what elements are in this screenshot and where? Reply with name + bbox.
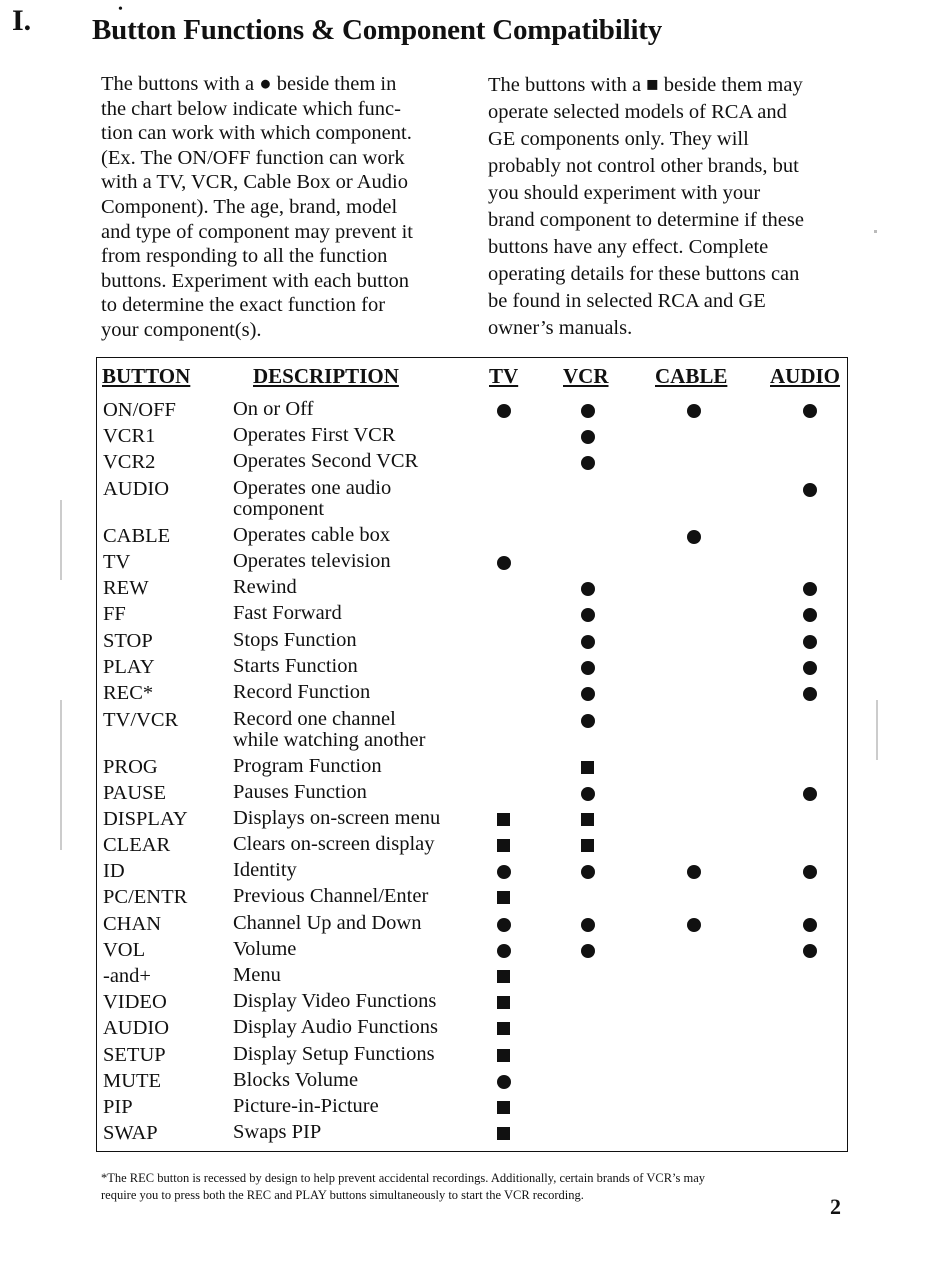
row-description [233, 756, 382, 777]
row-description [233, 965, 281, 986]
row-description [233, 682, 370, 703]
vcr-circle-icon [581, 456, 595, 470]
intro-right-line: owner’s manuals. [488, 317, 633, 339]
tv-circle-icon [497, 556, 511, 570]
row-description [233, 886, 428, 907]
row-description-line: Blocks Volume [233, 1069, 359, 1091]
corner-mark: I. [12, 4, 32, 37]
vcr-circle-icon [581, 944, 595, 958]
vcr-circle-icon [581, 430, 595, 444]
row-description-line: Picture-in-Picture [233, 1095, 379, 1117]
row-button-name: VCR1 [103, 425, 156, 447]
tv-circle-icon [497, 1075, 511, 1089]
footnote-line-2: require you to press both the REC and PLAY buttons simultaneously to start the VCR recording. [101, 1188, 584, 1202]
tv-circle-icon [497, 404, 511, 418]
corner-dot: • [118, 2, 123, 17]
audio-circle-icon [803, 787, 817, 801]
tv-square-icon [497, 891, 510, 904]
row-button-name: ID [103, 860, 125, 882]
row-description-line: Previous Channel/Enter [233, 885, 429, 907]
row-description-line: Displays on-screen menu [233, 807, 441, 829]
row-description-line: while watching another [233, 729, 426, 751]
row-description-line: On or Off [233, 398, 314, 420]
row-button-name: VCR2 [103, 451, 156, 473]
vcr-circle-icon [581, 404, 595, 418]
intro-left-line: your component(s). [101, 318, 262, 341]
audio-circle-icon [803, 635, 817, 649]
row-description [233, 808, 440, 829]
row-description [233, 478, 391, 520]
row-button-name: STOP [103, 630, 153, 652]
tv-square-icon [497, 1101, 510, 1114]
tv-square-icon [497, 839, 510, 852]
intro-right-line: brand component to determine if these [488, 209, 804, 231]
audio-circle-icon [803, 865, 817, 879]
row-description [233, 1122, 321, 1143]
vcr-circle-icon [581, 787, 595, 801]
row-description-line: Operates cable box [233, 524, 391, 546]
row-button-name: PAUSE [103, 782, 167, 804]
row-description-line: Program Function [233, 755, 382, 777]
scan-speck [874, 230, 877, 233]
row-description [233, 551, 391, 572]
header-vcr: VCR [563, 364, 609, 388]
cable-circle-icon [687, 404, 701, 418]
row-description-line: Identity [233, 859, 297, 881]
audio-circle-icon [803, 608, 817, 622]
row-description [233, 451, 418, 472]
tv-circle-icon [497, 865, 511, 879]
row-button-name: -and+ [103, 965, 151, 987]
intro-left-line: from responding to all the function [101, 245, 388, 268]
row-description [233, 1070, 358, 1091]
row-description-line: Stops Function [233, 629, 357, 651]
audio-circle-icon [803, 582, 817, 596]
intro-left-line: (Ex. The ON/OFF function can work [101, 146, 405, 169]
row-button-name: MUTE [103, 1070, 162, 1092]
row-description [233, 425, 395, 446]
row-description-line: Rewind [233, 576, 297, 598]
vcr-circle-icon [581, 918, 595, 932]
scan-speck [876, 700, 878, 760]
intro-right-line: probably not control other brands, but [488, 155, 799, 177]
audio-circle-icon [803, 918, 817, 932]
audio-circle-icon [803, 687, 817, 701]
vcr-circle-icon [581, 582, 595, 596]
row-button-name: PIP [103, 1096, 133, 1118]
row-description [233, 782, 367, 803]
intro-right-line: you should experiment with your [488, 182, 761, 204]
intro-left-line: buttons. Experiment with each button [101, 269, 410, 292]
vcr-square-icon [581, 813, 594, 826]
intro-right-line: The buttons with a ■ beside them may [488, 74, 803, 96]
tv-square-icon [497, 813, 510, 826]
row-description [233, 399, 313, 420]
intro-right-line: buttons have any effect. Complete [488, 236, 769, 258]
intro-right-line: GE components only. They will [488, 128, 749, 150]
row-button-name: PC/ENTR [103, 886, 188, 908]
tv-square-icon [497, 1127, 510, 1140]
intro-left-line: with a TV, VCR, Cable Box or Audio [101, 171, 408, 194]
row-description [233, 1017, 438, 1038]
row-button-name: PROG [103, 756, 158, 778]
vcr-circle-icon [581, 714, 595, 728]
vcr-circle-icon [581, 661, 595, 675]
row-button-name: CHAN [103, 913, 162, 935]
row-description-line: Record one channel [233, 708, 396, 730]
row-button-name: DISPLAY [103, 808, 188, 830]
tv-circle-icon [497, 944, 511, 958]
row-description [233, 577, 297, 598]
vcr-circle-icon [581, 635, 595, 649]
scan-speck [60, 500, 62, 580]
cable-circle-icon [687, 918, 701, 932]
header-description: DESCRIPTION [253, 364, 399, 388]
row-button-name: TV/VCR [103, 709, 179, 731]
audio-circle-icon [803, 404, 817, 418]
row-description-line: Record Function [233, 681, 371, 703]
row-description [233, 603, 342, 624]
row-description [233, 913, 421, 934]
vcr-square-icon [581, 761, 594, 774]
row-description-line: Channel Up and Down [233, 912, 422, 934]
intro-left-line: and type of component may prevent it [101, 220, 413, 243]
tv-square-icon [497, 1022, 510, 1035]
page-number: 2 [830, 1194, 841, 1219]
audio-circle-icon [803, 944, 817, 958]
row-description-line: Display Setup Functions [233, 1043, 435, 1065]
intro-left-line: the chart below indicate which func- [101, 97, 401, 120]
cable-circle-icon [687, 865, 701, 879]
row-description [233, 630, 357, 651]
row-button-name: SWAP [103, 1122, 158, 1144]
row-button-name: TV [103, 551, 131, 573]
row-button-name: CLEAR [103, 834, 171, 856]
row-button-name: VOL [103, 939, 146, 961]
audio-circle-icon [803, 483, 817, 497]
row-description-line: component [233, 498, 325, 520]
row-description [233, 991, 436, 1012]
cable-circle-icon [687, 530, 701, 544]
row-description [233, 1044, 435, 1065]
row-description [233, 1096, 379, 1117]
row-button-name: AUDIO [103, 478, 170, 500]
intro-left-column [101, 72, 451, 343]
intro-right-line: operate selected models of RCA and [488, 101, 787, 123]
row-description [233, 525, 390, 546]
intro-left-line: to determine the exact function for [101, 294, 386, 317]
intro-right-line: be found in selected RCA and GE [488, 290, 766, 312]
vcr-square-icon [581, 839, 594, 852]
row-description-line: Operates First VCR [233, 424, 396, 446]
intro-left-line: Component). The age, brand, model [101, 195, 398, 218]
row-description-line: Swaps PIP [233, 1121, 322, 1143]
tv-circle-icon [497, 918, 511, 932]
row-description [233, 860, 297, 881]
tv-square-icon [497, 996, 510, 1009]
header-button: BUTTON [102, 364, 191, 388]
row-button-name: REW [103, 577, 149, 599]
vcr-circle-icon [581, 687, 595, 701]
row-button-name: CABLE [103, 525, 171, 547]
row-description-line: Starts Function [233, 655, 358, 677]
header-audio: AUDIO [770, 364, 841, 388]
intro-left-line: tion can work with which component. [101, 122, 412, 145]
row-button-name: PLAY [103, 656, 155, 678]
intro-right-column [488, 72, 858, 342]
row-description-line: Operates television [233, 550, 391, 572]
vcr-circle-icon [581, 608, 595, 622]
vcr-circle-icon [581, 865, 595, 879]
row-description-line: Display Video Functions [233, 990, 437, 1012]
row-description-line: Volume [233, 938, 297, 960]
page-title: Button Functions & Component Compatibility [92, 14, 663, 46]
scan-speck [60, 700, 62, 850]
tv-square-icon [497, 1049, 510, 1062]
header-cable: CABLE [655, 364, 728, 388]
row-description-line: Pauses Function [233, 781, 367, 803]
row-button-name: AUDIO [103, 1017, 170, 1039]
footnote-line-1: *The REC button is recessed by design to help prevent accidental recordings. Additionally, certain brands of VCR’s may [101, 1171, 706, 1185]
header-tv: TV [489, 364, 519, 388]
compatibility-table [96, 357, 848, 1152]
row-description-line: Clears on-screen display [233, 833, 435, 855]
intro-right-line: operating details for these buttons can [488, 263, 800, 285]
row-description-line: Display Audio Functions [233, 1016, 439, 1038]
row-description [233, 656, 358, 677]
tv-square-icon [497, 970, 510, 983]
row-button-name: FF [103, 603, 126, 625]
row-button-name: REC* [103, 682, 154, 704]
row-description [233, 834, 435, 855]
row-button-name: ON/OFF [103, 399, 176, 421]
footnote [101, 1170, 851, 1204]
row-button-name: VIDEO [103, 991, 167, 1013]
row-description [233, 709, 425, 751]
audio-circle-icon [803, 661, 817, 675]
intro-left-line: The buttons with a ● beside them in [101, 73, 397, 95]
row-description-line: Operates Second VCR [233, 450, 419, 472]
row-button-name: SETUP [103, 1044, 166, 1066]
row-description [233, 939, 296, 960]
row-description-line: Fast Forward [233, 602, 342, 624]
row-description-line: Menu [233, 964, 281, 986]
row-description-line: Operates one audio [233, 477, 392, 499]
